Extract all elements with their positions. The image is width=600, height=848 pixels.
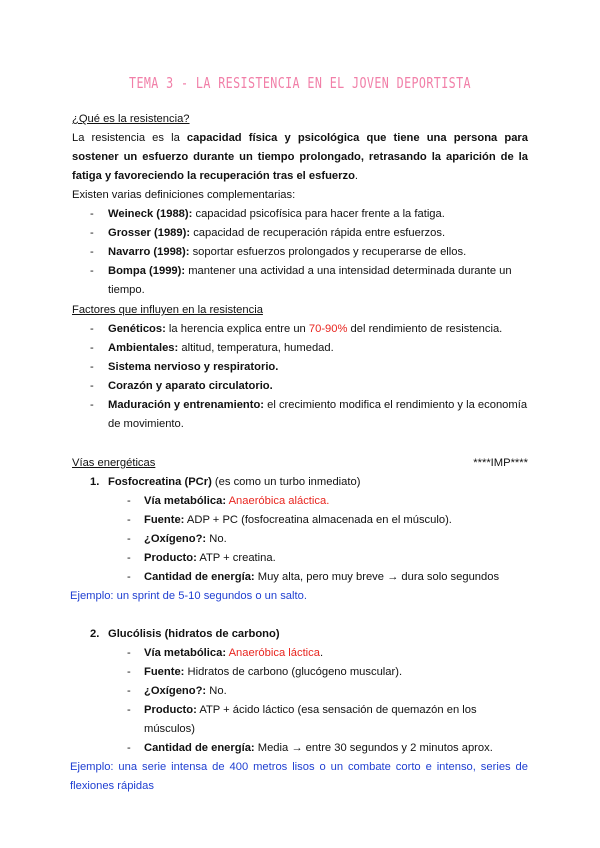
row-text: Muy alta, pero muy breve → dura solo segundos (254, 571, 500, 583)
dash-bullet: - (127, 666, 131, 678)
item-text: soportar esfuerzos prolongados y recuperarse de ellos. (189, 246, 467, 258)
pathway-row (72, 701, 528, 739)
item-text: del rendimiento de resistencia. (347, 323, 503, 335)
row-term: Cantidad de energía: (144, 571, 255, 583)
dash-bullet: - (127, 533, 131, 545)
list-item (72, 262, 528, 300)
row-term: ¿Oxígeno?: (144, 533, 207, 545)
document-title: TEMA 3 - LA RESISTENCIA EN EL JOVEN DEPORTISTA (129, 74, 471, 92)
list-number: 1. (90, 476, 100, 488)
item-term: Genéticos: (108, 323, 166, 335)
pathway-row (72, 644, 528, 663)
row-term: Vía metabólica: (144, 495, 227, 507)
list-item (72, 339, 528, 358)
list-number: 2. (90, 628, 100, 640)
pathway-note: (es como un turbo inmediato) (211, 476, 361, 488)
item-term: Maduración y entrenamiento: (108, 399, 265, 411)
item-term: Navarro (1998): (108, 246, 190, 258)
dash-bullet: - (90, 227, 94, 239)
list-item (72, 396, 528, 434)
row-text: . (320, 647, 324, 659)
definition-paragraph (72, 129, 528, 186)
section-energy-pathways (72, 454, 528, 796)
pathway-row (72, 682, 528, 701)
section-factors (72, 301, 528, 434)
pathway-row (72, 549, 528, 568)
item-text: altitud, temperatura, humedad. (178, 342, 334, 354)
pathway-glycolysis (72, 625, 528, 644)
pathway-phosphocreatine (72, 473, 528, 492)
row-text: ATP + creatina. (196, 552, 276, 564)
definition-text: La resistencia es la (72, 132, 187, 144)
pathway-row (72, 568, 528, 587)
dash-bullet: - (90, 265, 94, 277)
list-item (72, 205, 528, 224)
important-note: ****IMP**** (473, 457, 528, 469)
row-term: Producto: (144, 704, 197, 716)
row-term: Producto: (144, 552, 197, 564)
section-heading-row (72, 454, 528, 473)
pathway-name: Fosfocreatina (PCr) (108, 476, 212, 488)
item-highlight: 70-90% (308, 323, 348, 335)
spacer (72, 606, 528, 625)
section-heading: Vías energéticas (72, 457, 156, 469)
item-term: Corazón y aparato circulatorio. (108, 380, 273, 392)
row-term: ¿Oxígeno?: (144, 685, 207, 697)
row-text: ATP + ácido láctico (esa sensación de quemazón en los músculos) (144, 704, 477, 735)
item-text: mantener una actividad a una intensidad determinada durante un tiempo. (108, 265, 512, 296)
row-term: Fuente: (144, 666, 185, 678)
dash-bullet: - (90, 323, 94, 335)
item-term: Ambientales: (108, 342, 179, 354)
section-definition (72, 110, 528, 300)
item-term: Sistema nervioso y respiratorio. (108, 361, 279, 373)
list-item (72, 224, 528, 243)
row-text: ADP + PC (fosfocreatina almacenada en el músculo). (184, 514, 452, 526)
dash-bullet: - (127, 685, 131, 697)
row-highlight: Anaeróbica láctica (226, 647, 320, 659)
row-text: Hidratos de carbono (glucógeno muscular). (184, 666, 403, 678)
definition-end: . (354, 170, 359, 182)
pathway-row (72, 492, 528, 511)
section-heading: ¿Qué es la resistencia? (72, 113, 190, 125)
dash-bullet: - (127, 742, 131, 754)
item-text: el crecimiento modifica el rendimiento y la economía de movimiento. (108, 399, 528, 430)
row-term: Vía metabólica: (144, 647, 227, 659)
list-item (72, 358, 528, 377)
section-heading: Factores que influyen en la resistencia (72, 304, 263, 316)
example-text: Ejemplo: un sprint de 5-10 segundos o un salto. (70, 590, 307, 602)
example-text: Ejemplo: una serie intensa de 400 metros lisos o un combate corto e intenso, series de flexiones rápidas (70, 761, 528, 792)
pathway-name: Glucólisis (hidratos de carbono) (108, 628, 280, 640)
dash-bullet: - (90, 361, 94, 373)
dash-bullet: - (90, 246, 94, 258)
pathway-row (72, 739, 528, 758)
dash-bullet: - (127, 552, 131, 564)
item-term: Weineck (1988): (108, 208, 193, 220)
list-item (72, 243, 528, 262)
definitions-intro: Existen varias definiciones complementarias: (72, 189, 296, 201)
item-term: Bompa (1999): (108, 265, 186, 277)
dash-bullet: - (90, 342, 94, 354)
item-text: capacidad de recuperación rápida entre esfuerzos. (190, 227, 446, 239)
row-term: Fuente: (144, 514, 185, 526)
dash-bullet: - (90, 208, 94, 220)
list-item (72, 377, 528, 396)
item-term: Grosser (1989): (108, 227, 191, 239)
pathway-row (72, 530, 528, 549)
dash-bullet: - (127, 514, 131, 526)
dash-bullet: - (127, 647, 131, 659)
dash-bullet: - (127, 495, 131, 507)
row-text: No. (206, 533, 227, 545)
dash-bullet: - (90, 399, 94, 411)
dash-bullet: - (90, 380, 94, 392)
row-text: No. (206, 685, 227, 697)
pathway-row (72, 663, 528, 682)
row-term: Cantidad de energía: (144, 742, 255, 754)
dash-bullet: - (127, 704, 131, 716)
list-item (72, 320, 528, 339)
item-text: capacidad psicofísica para hacer frente a la fatiga. (192, 208, 445, 220)
row-text: Media → entre 30 segundos y 2 minutos aprox. (254, 742, 493, 754)
row-highlight: Anaeróbica aláctica. (226, 495, 330, 507)
pathway-row (72, 511, 528, 530)
dash-bullet: - (127, 571, 131, 583)
item-text: la herencia explica entre un (165, 323, 309, 335)
definition-bold-text: capacidad física y psicológica que tiene una persona para sostener un esfuerzo durante un tiempo prolongado, retrasando la aparición de la fatiga y favoreciendo la recuperación tras el esfuerzo (72, 132, 529, 182)
